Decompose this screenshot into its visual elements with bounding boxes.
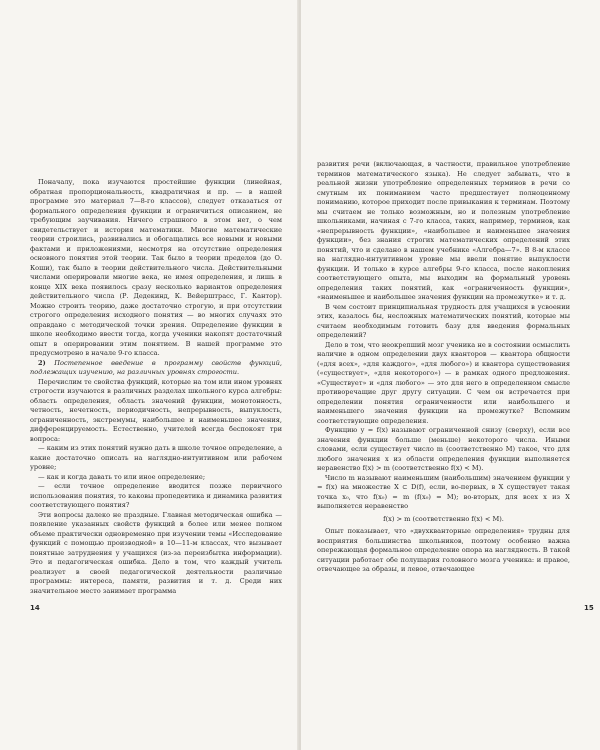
paragraph: В чем состоит принципиальная трудность для учащихся в усвоении этих, казалось бы, несложных математических понятий, которые мы считаем необходимым готовить базу для введения формальных определений? [317,302,570,339]
section-title: Постепенное введение в программу свойств функций, подлежащих изучению, на различных уровнях строгости. [30,358,282,376]
definition-paragraph: Число m называют наименьшим (наибольшим) значением функции y = f(x) на множестве X ⊂ D(f), если, во-первых, в X существует такая точка x₀, что f(x₀) = m (f(x₀) = M); во-вторых, для всех x из X выполняется неравенство [317,473,570,510]
paragraph: Дело в том, что неокрепший мозг ученика не в состоянии осмыслить наличие в одном определении двух кванторов — квантора общности («для всех», «для каждого», «для любого») и квантора существования («существует», «для некоторого») — в рамках одного предложения. «Существует» и «для любого» — это для него в определенном смысле противоречащие друг другу ситуации. С чем он встречается при определении понятия ограниченности или наибольшего и наименьшего значения функции на промежутке? Вспомним соответствующие определения. [317,340,570,425]
formula: f(x) > m (соответственно f(x) < M). [383,514,504,523]
left-page-number: 14 [30,604,40,612]
left-text-column [30,178,282,596]
paragraph: развития речи (включающая, в частности, правильное употребление терминов математического языка). Не следует забывать, что в реальной жизни употребление определенных терминов в речи со смутным их пониманием часто предшествует полноценному пониманию, которое приходит после привыкания к терминам. Поэтому мы считаем не только возможным, но и полезным употребление школьниками, начиная с 7-го класса, таких, например, терминов, как «непрерывность функции», «наибольшее и наименьшее значения функции», без знания строгих математических определений этих понятий, что и сделано в нашем учебнике «Алгебра—7». В 8-м классе на наглядно-интуитивном уровне мы ввели понятие выпуклости функции. И только в курсе алгебры 9-го класса, после накопления соответствующего опыта, мы выходим на формальный уровень определения таких понятий, как «ограниченность функции», «наименьшее и наибольшее значения функции на промежутке» и т. д. [317,160,570,301]
paragraph: Эти вопросы далеко не праздные. Главная методическая ошибка — появление указанных свойств функций в более или менее полном объеме практически одновременно при изучении темы «Исследование функций с помощью производной» в 10—11-м классах, что вызывает понятные затруднения у учащихся (из-за переизбытка информации). Это и педагогическая ошибка. Дело в том, что каждый учитель реализует в своей педагогической деятельности различные программы: интереса, памяти, развития и т. д. Среди них значительное место занимает программа [30,510,282,595]
section-number: 2) [38,358,46,367]
list-item: — как и когда давать то или иное определение; [38,472,206,481]
right-text-column [317,160,570,575]
paragraph: Перечислим те свойства функций, которые на том или ином уровнях строгости изучаются в различных разделах школьного курса алгебры: область определения, область значений функции, монотонность, четность, нечетность, периодичность, непрерывность, выпуклость, ограниченность, экстремумы, наибольшее и наименьшее значения, дифференцируемость. Естественно, учителей всегда беспокоят три вопроса: [30,377,282,443]
section-heading [30,359,282,378]
right-page-number: 15 [584,604,594,612]
right-page [301,0,600,750]
paragraph: Опыт показывает, что «двухкванторные определения» трудны для восприятия большинства школьников, поэтому особенно важна опережающая формальное определение опора на наглядность. В такой ситуации работает обе полушария головного мозга ученика: и правое, отвечающее за образы, и левое, отвечающее [317,527,570,573]
list-item: — каким из этих понятий нужно дать в школе точное определение, а какие достаточно описать на наглядно-интуитивном или рабочем уровне; [30,444,282,471]
left-page [0,0,299,750]
paragraph: Поначалу, пока изучаются простейшие функции (линейная, обратная пропорциональность, квадратичная и пр. — в нашей программе это материал 7—8-го классов), следует отказаться от формального определения функции и ограничиться описанием, не требующим заучивания. Ничего страшного в этом нет, о чем свидетельствует и история математики. Многие математические теории строились, развивались и обогащались все новыми и новыми фактами и приложениями, несмотря на отсутствие определения основного понятия этой теории. Так было в теории пределов (до О. Коши), так было в теории действительного числа. Действительными числами оперировали многие века, не имея определения, и лишь в конце XIX века появилось сразу несколько вариантов определения действительного числа (Р. Дедекинд, К. Вейерштрасс, Г. Кантор). Можно строить теорию, даже достаточно строгую, и при отсутствии строгого определения исходного понятия — во многих случаях это оправдано с методической точки зрения. Определение функции в школе необходимо ввести тогда, когда ученики накопят достаточный опыт в оперировании этим понятием. В нашей программе это предусмотрено в начале 9-го класса. [30,178,282,357]
definition-paragraph: Функцию y = f(x) называют ограниченной снизу (сверху), если все значения функции больше (меньше) некоторого числа. Иными словами, если существует число m (соответственно M) такое, что для любого значения x из области определения функции выполняется неравенство f(x) > m (соответственно f(x) < M). [317,426,570,472]
list-item: — если точное определение вводится позже первичного использования понятия, то каковы пропедевтика и динамика развития соответствующего понятия? [30,482,282,509]
